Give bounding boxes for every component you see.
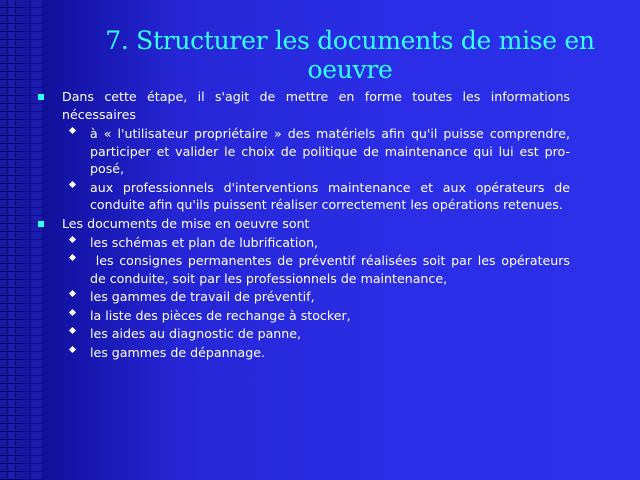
sub-bullet-text: aux professionnels d'interventions maintenance et aux opérateurs de conduite afin qu'ils puissent réaliser correctement les opérations retenues. <box>90 179 570 212</box>
sub-bullet-item <box>36 234 570 252</box>
sub-bullet-item <box>36 125 570 178</box>
diamond-bullet-icon <box>69 346 77 354</box>
diamond-bullet-icon <box>69 327 77 335</box>
sub-bullet-text: à « l'utilisateur propriétaire » des matériels afin qu'il puisse comprendre, participer et valider le choix de politique de maintenance qui lui est pro-posé, <box>90 126 570 176</box>
square-bullet-icon <box>38 221 44 227</box>
slide-body <box>36 88 574 362</box>
diamond-bullet-icon <box>69 254 77 262</box>
diamond-bullet-icon <box>69 236 77 244</box>
sub-bullet-text: les consignes permanentes de préventif réalisées soit par les opérateurs de conduite, soit par les professionnels de maintenance, <box>90 253 574 286</box>
diamond-bullet-icon <box>69 181 77 189</box>
sub-bullet-item <box>36 344 570 362</box>
diamond-bullet-icon <box>69 127 77 135</box>
diamond-bullet-icon <box>69 290 77 298</box>
slide-title: 7. Structurer les documents de mise en oeuvre <box>105 26 595 84</box>
sub-bullet-text: les gammes de travail de préventif, <box>90 289 315 304</box>
bullet-item <box>36 215 570 233</box>
sub-bullet-text: la liste des pièces de rechange à stocker, <box>90 307 351 323</box>
sub-bullet-item <box>36 307 570 325</box>
sub-bullet-item <box>36 325 570 343</box>
sub-bullet-text: les aides au diagnostic de panne, <box>90 326 302 341</box>
sub-bullet-item <box>36 288 570 306</box>
square-bullet-icon <box>38 94 44 100</box>
bullet-text: Dans cette étape, il s'agit de mettre en forme toutes les informations nécessaires <box>62 89 570 122</box>
diamond-bullet-icon <box>69 309 77 317</box>
bullet-item <box>36 88 570 124</box>
sub-bullet-item <box>36 252 574 287</box>
decorative-pattern-strip <box>0 0 22 480</box>
sub-bullet-item <box>36 179 570 214</box>
sub-bullet-text: les gammes de dépannage. <box>90 344 265 360</box>
bullet-text: Les documents de mise en oeuvre sont <box>62 215 310 231</box>
sub-bullet-text: les schémas et plan de lubrification, <box>90 234 319 250</box>
